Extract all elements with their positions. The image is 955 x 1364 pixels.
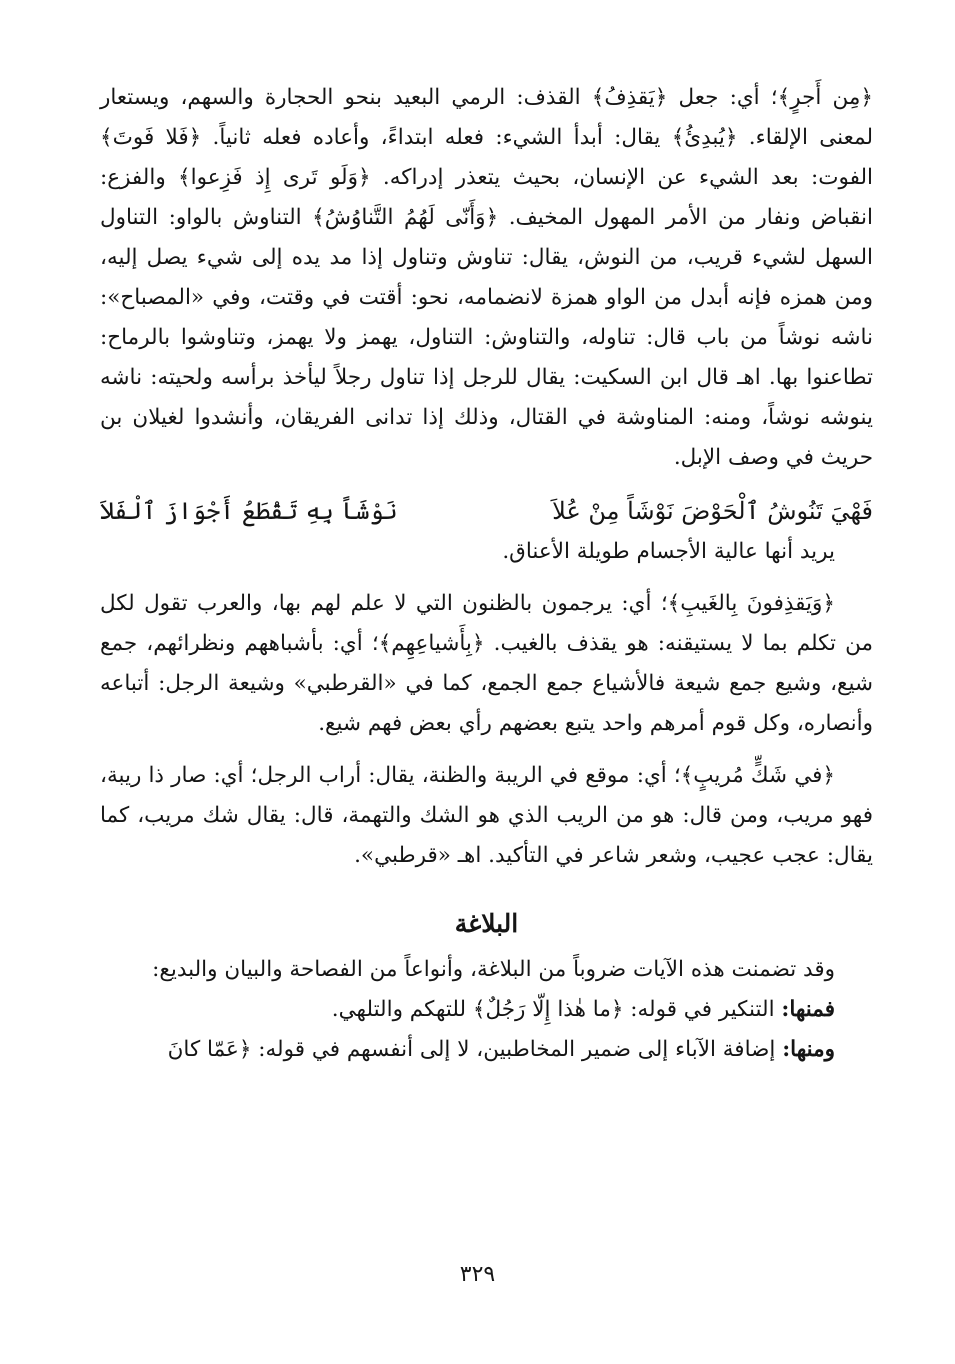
page-number: ٣٢٩ (459, 1262, 496, 1287)
verse-first-hemistich: فَهْيَ تَنُوشُ ٱلْحَوْضَ نَوْشَاً مِنْ عُلاَ (552, 497, 873, 525)
paragraph-first-point (100, 990, 873, 1030)
second-point-text: إضافة الآباء إلى ضمير المخاطبين، لا إلى أنفسهم في قوله: ﴿عَمّا كانَ (167, 1037, 783, 1062)
page-body (100, 78, 873, 1070)
section-heading: البلاغة (454, 909, 519, 938)
second-point-lead: ومنها: (782, 1037, 835, 1062)
paragraph-second-point (100, 1030, 873, 1070)
poetry-verse (100, 490, 873, 532)
verse-second-hemistich: نَوْشَاً بِهِ تَقْطَعُ أَجْوَازَ ٱلْفَلاَ (100, 497, 398, 525)
first-point-text: التنكير في قوله: ﴿ما هٰذا إِلّا رَجُلٌ﴾ للتهكم والتلهي. (331, 997, 782, 1022)
paragraph-balagha-intro: وقد تضمنت هذه الآيات ضروباً من البلاغة، وأنواعاً من الفصاحة والبيان والبديع: (152, 957, 835, 982)
paragraph-shakk: ﴿في شَكٍّ مُريبٍ﴾؛ أي: موقع في الريبة والظنة، يقال: أراب الرجل؛ أي: صار ذا ريبة، فهو مريب، ومن قال: هو من الريب الذي هو الشك والتهمة، قال: يقال شك مريب، كما يقال: عجب عجيب، وشعر شاعر في التأكيد. اهـ «قرطبي». (100, 763, 873, 868)
paragraph-ghayb: ﴿وَيَقذِفونَ بِالغَيبِ﴾؛ أي: يرجمون بالظنون التي لا علم لهم بها، والعرب تقول لكل من تكلم بما لا يستيقنه: هو يقذف بالغيب. ﴿بِأَشياعِهِم﴾؛ أي: بأشباههم ونظرائهم، جمع شيع، وشيع جمع شيعة فالأشياع جمع الجمع، كما في «القرطبي» وشيعة الرجل: أتباعه وأنصاره، وكل قوم أمرهم واحد يتبع بعضهم رأي بعض فهم شيع. (100, 591, 873, 736)
paragraph-vocabulary: ﴿مِن أَجرٍ﴾؛ أي: جعل ﴿يَقذِفُ﴾ القذف: الرمي البعيد بنحو الحجارة والسهم، ويستعار لمعنى الإلقاء. ﴿يُبدِئُ﴾ يقال: أبدأ الشيء: فعله ابتداءً، وأعاده فعله ثانياً. ﴿فَلا فَوتَ﴾ الفوت: بعد الشيء عن الإنسان، بحيث يتعذر إدراكه. ﴿وَلَو تَرى إِذ فَزِعوا﴾ والفزع: انقباض ونفار من الأمر المهول المخيف. ﴿وَأَنّى لَهُمُ التَّناوُشُ﴾ التناوش بالواو: التناول السهل لشيء قريب، من النوش، يقال: تناوش وتناول إذا مد يده إلى شيء يصل إليه، ومن همزه فإنه أبدل من الواو همزة لانضمامه، نحو: أقتت في وقتت، وفي «المصباح»: ناشه نوشاً من باب قال: تناوله، والتناوش: التناول، يهمز ولا يهمز، وتناوشوا بالرماح: تطاعنوا بها. اهـ قال ابن السكيت: يقال للرجل إذا تناول رجلاً ليأخذ برأسه ولحيته: ناشه ينوشه نوشاً، ومنه: المناوشة في القتال، وذلك إذا تدانى الفريقان، وأنشدوا لغيلان بن حريث في وصف الإبل. (100, 85, 873, 470)
first-point-lead: فمنها: (781, 997, 835, 1022)
paragraph-verse-explanation: يريد أنها عالية الأجسام طويلة الأعناق. (502, 539, 835, 564)
